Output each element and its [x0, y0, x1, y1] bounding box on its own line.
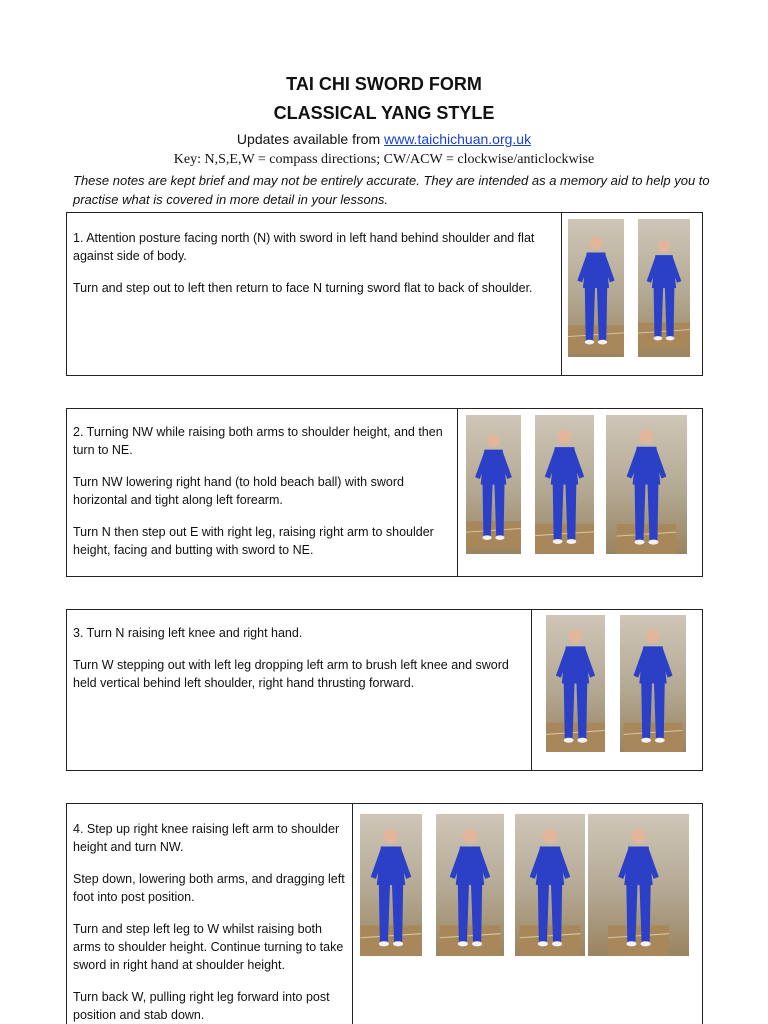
- step-paragraph: Turn N then step out E with right leg, raising right arm to shoulder height, facing and butting with sword to NE.: [73, 525, 434, 557]
- step-box-3: [66, 609, 703, 771]
- updates-line: [0, 131, 768, 147]
- step-box-2: [66, 408, 703, 577]
- step-photo: [620, 615, 686, 752]
- figure-illustration: [535, 415, 594, 554]
- step-photos-2: [458, 409, 702, 576]
- step-paragraph: 3. Turn N raising left knee and right hand.: [73, 626, 303, 640]
- intro-note: These notes are kept brief and may not be entirely accurate. They are intended as a memory aid to help you to practise what is covered in more detail in your lessons.: [73, 173, 710, 207]
- figure-illustration: [546, 615, 605, 752]
- figure-illustration: [360, 814, 422, 956]
- step-photo: [546, 615, 605, 752]
- figure-illustration: [515, 814, 585, 956]
- step-text-2: [67, 409, 458, 576]
- page-title: TAI CHI SWORD FORM: [286, 74, 482, 94]
- step-photo: [515, 814, 585, 956]
- step-text-1: [67, 213, 562, 375]
- step-paragraph: 1. Attention posture facing north (N) with sword in left hand behind shoulder and flat against side of body.: [73, 231, 535, 263]
- key-legend: Key: N,S,E,W = compass directions; CW/ACW = clockwise/anticlockwise: [173, 152, 595, 167]
- step-photos-3: [532, 610, 702, 770]
- figure-illustration: [620, 615, 686, 752]
- step-text-4: [67, 804, 353, 1024]
- step-photo: [360, 814, 422, 956]
- step-photo: [588, 814, 689, 956]
- page-subtitle: CLASSICAL YANG STYLE: [273, 103, 495, 123]
- figure-illustration: [588, 814, 689, 956]
- step-photo: [466, 415, 521, 554]
- updates-prefix: Updates available from: [236, 131, 384, 147]
- step-paragraph: Turn NW lowering right hand (to hold beach ball) with sword horizontal and tight along left forearm.: [73, 475, 404, 507]
- step-box-4: [66, 803, 703, 1024]
- step-paragraph: 2. Turning NW while raising both arms to shoulder height, and then turn to NE.: [73, 425, 443, 457]
- figure-illustration: [466, 415, 521, 554]
- step-box-1: [66, 212, 703, 376]
- figure-illustration: [568, 219, 624, 357]
- step-photos-1: [562, 213, 702, 375]
- figure-illustration: [436, 814, 504, 956]
- step-paragraph: Turn and step out to left then return to face N turning sword flat to back of shoulder.: [73, 281, 533, 295]
- figure-illustration: [606, 415, 687, 554]
- step-paragraph: Step down, lowering both arms, and dragging left foot into post position.: [73, 872, 345, 904]
- step-photo: [436, 814, 504, 956]
- step-text-3: [67, 610, 532, 770]
- step-paragraph: 4. Step up right knee raising left arm to shoulder height and turn NW.: [73, 822, 340, 854]
- step-photo: [535, 415, 594, 554]
- step-photo: [568, 219, 624, 357]
- website-link[interactable]: www.taichichuan.org.uk: [384, 131, 532, 147]
- step-photos-4: [353, 804, 702, 1024]
- figure-illustration: [638, 219, 690, 357]
- step-paragraph: Turn and step left leg to W whilst raising both arms to shoulder height. Continue turning to take sword in right hand at shoulder height.: [73, 922, 344, 972]
- step-paragraph: Turn back W, pulling right leg forward into post position and stab down.: [73, 990, 330, 1022]
- step-paragraph: Turn W stepping out with left leg dropping left arm to brush left knee and sword held vertical behind left shoulder, right hand thrusting forward.: [73, 658, 509, 690]
- step-photo: [638, 219, 690, 357]
- step-photo: [606, 415, 687, 554]
